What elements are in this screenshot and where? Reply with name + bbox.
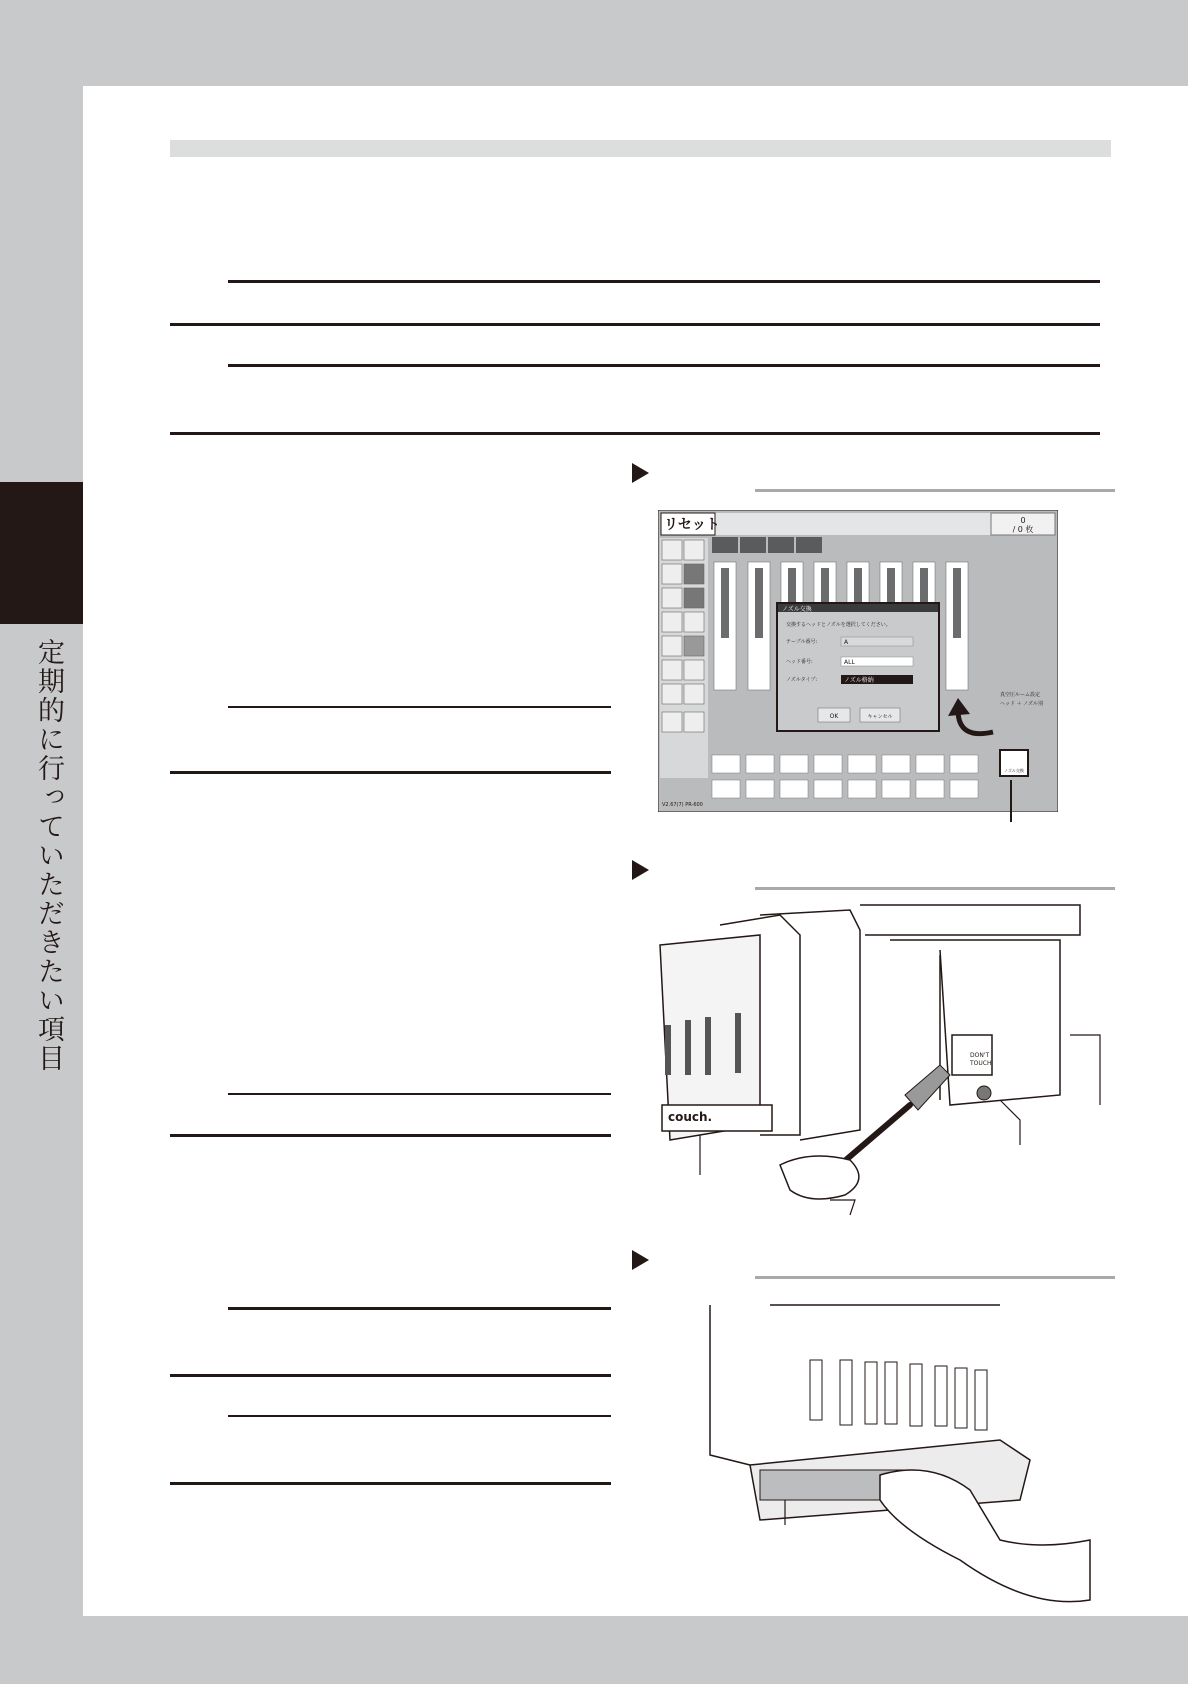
rule — [228, 706, 611, 708]
right-note-2: ヘッド ＋ ノズル別 — [1000, 701, 1043, 707]
rule — [170, 1374, 611, 1377]
figure-caption-line — [755, 1276, 1115, 1279]
hand-icon — [780, 1156, 859, 1199]
dialog-message: 交換するヘッドとノズルを選択してください。 — [786, 622, 891, 628]
rule — [170, 432, 1100, 435]
wiping-illustration — [700, 1300, 1100, 1610]
svg-text:OK: OK — [829, 713, 839, 720]
rule — [170, 1482, 611, 1485]
figure-marker-icon — [632, 860, 649, 880]
screen-counter: 0 — [1020, 516, 1026, 525]
brand-label: couch. — [668, 1110, 713, 1124]
table-field[interactable] — [841, 637, 913, 646]
figure-marker-icon — [632, 1250, 649, 1270]
dont-touch-sign: DON'T — [970, 1052, 990, 1059]
table-label: テーブル番号: — [786, 639, 818, 645]
nozzle-label: ノズルタイプ: — [786, 677, 818, 683]
rule — [170, 771, 611, 774]
svg-text:/ 0 枚: / 0 枚 — [1012, 525, 1034, 534]
brush-icon — [840, 1105, 910, 1165]
rule — [170, 323, 1100, 326]
figure-caption-line — [755, 887, 1115, 890]
nozzle-value: ノズル格納 — [844, 677, 874, 684]
nozzle-brush-illustration — [640, 895, 1110, 1225]
right-note: 真空圧ルーム設定 — [1000, 692, 1041, 698]
section-tab — [0, 482, 83, 624]
rule — [228, 1415, 611, 1417]
rule — [228, 280, 1100, 283]
nozzle-opening — [977, 1086, 991, 1100]
rule — [228, 1307, 611, 1310]
leader-line — [1010, 780, 1012, 822]
header-bar — [170, 140, 1111, 157]
rule — [228, 364, 1100, 367]
svg-text:キャンセル: キャンセル — [867, 714, 893, 720]
screen-title: リセット — [664, 517, 720, 533]
figure-caption-line — [755, 489, 1115, 492]
head-label: ヘッド番号: — [786, 659, 813, 665]
table-value: A — [844, 639, 849, 646]
figure-marker-icon — [632, 463, 649, 483]
svg-text:ノズル交換: ノズル交換 — [1004, 768, 1024, 773]
section-title: 定期的に行っていただきたい項目 — [33, 638, 64, 1073]
svg-text:TOUCH: TOUCH — [970, 1060, 992, 1067]
version-label: V2.67(7) PR-600 — [662, 802, 703, 808]
rule — [170, 1134, 611, 1137]
rule — [228, 1093, 611, 1095]
nozzle-change-screen — [658, 510, 1058, 812]
dialog-title: ノズル交換 — [782, 606, 812, 613]
head-value: ALL — [844, 659, 855, 666]
